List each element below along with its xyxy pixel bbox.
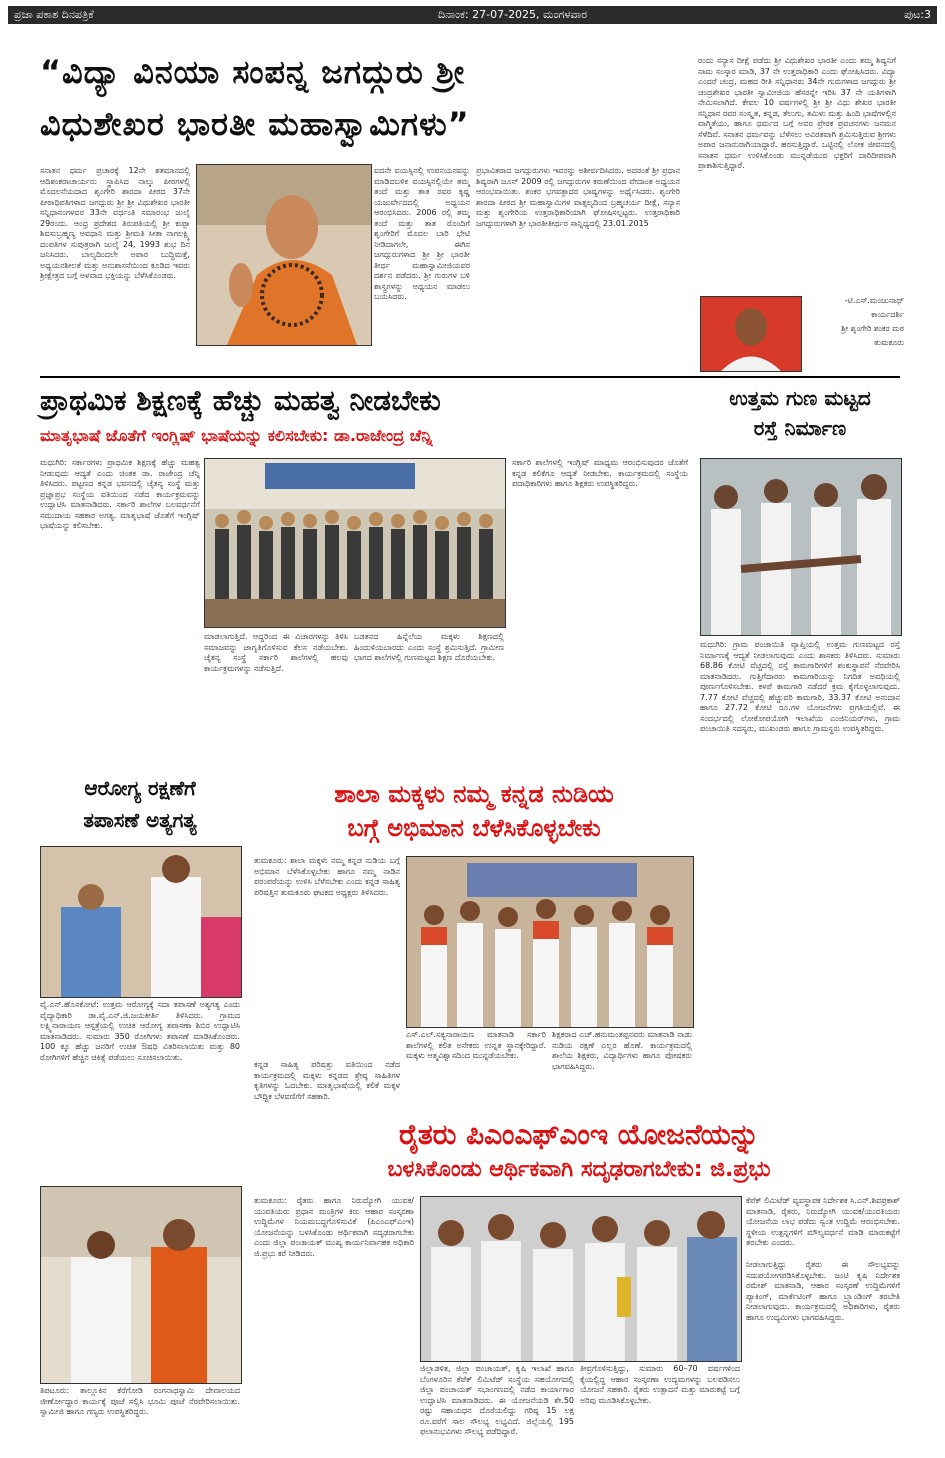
story3-body: ಮಧುಗಿರಿ: ಗ್ರಾಮ ಪಂಚಾಯಿತಿ ವ್ಯಾಪ್ತಿಯಲ್ಲಿ ಉತ್ತಮ ಗುಣಮಟ್ಟದ ರಸ್ತೆ ನಿರ್ಮಾಣಕ್ಕೆ ಆದ್ಯತೆ ನೀಡಲಾಗುವುದು ಎಂದು ಶಾಸಕರು ತಿಳಿಸಿದರು. ಸುಮಾರು 68.86 ಕೋಟಿ ವೆಚ್ಚದಲ್ಲಿ ರಸ್ತೆ ಕಾಮಗಾರಿಗಳಿಗೆ ಶಂಕುಸ್ಥಾಪನೆ ನೆರವೇರಿಸಿ ಮಾತನಾಡಿದರು. ಗುತ್ತಿಗೆದಾರರು ಕಾಮಗಾರಿಯನ್ನು ನಿಗದಿತ ಅವಧಿಯಲ್ಲಿ ಪೂರ್ಣಗೊಳಿಸಬೇಕು. ಕಳಪೆ ಕಾಮಗಾರಿ ನಡೆದರೆ ಕ್ರಮ ಕೈಗೊಳ್ಳಲಾಗುವುದು. 7.77 ಕೋಟಿ ವೆಚ್ಚದಲ್ಲಿ ಹೆಚ್ಚುವರಿ ಕಾಮಗಾರಿ, 33.37 ಕೋಟಿ ಅನುದಾನ ಹಾಗೂ 27.72 ಕೋಟಿ ರೂ.ಗಳ ಯೋಜನೆಗಳು ಪ್ರಗತಿಯಲ್ಲಿವೆ. ಈ ಸಂದರ್ಭದಲ್ಲಿ ಲೋಕೋಪಯೋಗಿ ಇಲಾಖೆಯ ಎಂಜಿನಿಯರ್‌ಗಳು, ಗ್ರಾಮ ಪಂಚಾಯಿತಿ ಸದಸ್ಯರು, ಮುಖಂಡರು ಹಾಗೂ ಗ್ರಾಮಸ್ಥರು ಉಪಸ್ಥಿತರಿದ್ದರು.: [700, 640, 900, 733]
date-line: ದಿನಾಂಕ: 27-07-2025, ಮಂಗಳವಾರ: [438, 8, 588, 21]
story3-headline-line2: ರಸ್ತೆ ನಿರ್ಮಾಣ: [753, 416, 847, 440]
story2-column-3: ಬಡತನದ ಹಿನ್ನೆಲೆಯ ಮಕ್ಕಳು ಶಿಕ್ಷಣದಲ್ಲಿ ಹಿಂದುಳಿಯಬಾರದು ಎಂದು ಸಂಸ್ಥೆ ಶ್ರಮಿಸುತ್ತಿದೆ. ಗ್ರಾಮೀಣ ಭಾಗದ ಶಾಲೆಗಳಲ್ಲಿ ಗುಣಮಟ್ಟದ ಶಿಕ್ಷಣ ದೊರೆಯಬೇಕು.: [354, 632, 504, 662]
education-event-photo: [204, 458, 506, 628]
story4-headline-line2: ತಪಾಸಣೆ ಅತ್ಯಗತ್ಯ: [83, 808, 197, 832]
author-role: ಕಾರ್ಯದರ್ಶಿ: [871, 310, 904, 319]
story2-column-1: ಮಧುಗಿರಿ: ಸರ್ಕಾರಗಳು ಪ್ರಾಥಮಿಕ ಶಿಕ್ಷಣಕ್ಕೆ ಹೆಚ್ಚು ಮಹತ್ವ ನೀಡುವುದು ಆದ್ಯತೆ ಎಂದು ಚಿಂತಕ ಡಾ. ರಾಜೇಂದ್ರ ಚೆನ್ನಿ ತಿಳಿಸಿದರು. ಪಟ್ಟಣದ ಕನ್ನಡ ಭವನದಲ್ಲಿ ಚೈತನ್ಯ ಸಂಸ್ಥೆ ಮತ್ತು ಪ್ರಜ್ಞಾಪ್ರಭ ಸಂಸ್ಥೆಯ ವತಿಯಿಂದ ನಡೆದ ಕಾರ್ಯಕ್ರಮವನ್ನು ಉದ್ಘಾಟಿಸಿ ಮಾತನಾಡಿದರು. ಸರ್ಕಾರಿ ಶಾಲೆಗಳ ಬಲವರ್ಧನೆಗೆ ಸಮುದಾಯ ಸಹಕಾರ ಅಗತ್ಯ. ಮಾತೃಭಾಷೆ ಜೊತೆಗೆ ಇಂಗ್ಲಿಷ್ ಭಾಷೆಯನ್ನು ಕಲಿಸಬೇಕು.: [40, 458, 200, 530]
story6-headline-line2: ಬಳಸಿಕೊಂಡು ಆರ್ಥಿಕವಾಗಿ ಸದೃಢರಾಗಬೇಕು: ಜಿ.ಪ್ರಭು: [387, 1157, 771, 1182]
masthead-bar: [8, 6, 937, 24]
story4-body: ವೈ.ಎನ್.ಹೊಸಕೋಟೆ: ಉತ್ತಮ ಆರೋಗ್ಯಕ್ಕೆ ಸದಾ ತಪಾಸಣೆ ಅತ್ಯಗತ್ಯ ಎಂದು ವೈದ್ಯಾಧಿಕಾರಿ ಡಾ.ವೈ.ಎನ್.ಜಿ.ಜಯಕೀರ್ತಿ ತಿಳಿಸಿದರು. ಗ್ರಾಮದ ಲಕ್ಷ್ಮಿನಾರಾಯಣ ಆಸ್ಪತ್ರೆಯಲ್ಲಿ ಉಚಿತ ಆರೋಗ್ಯ ತಪಾಸಣಾ ಶಿಬಿರ ಉದ್ಘಾಟಿಸಿ ಮಾತನಾಡಿದರು. ಸುಮಾರು 350 ರೋಗಿಗಳು ತಪಾಸಣೆ ಮಾಡಿಸಿಕೊಂಡರು. 100 ಕ್ಕೂ ಹೆಚ್ಚು ಜನರಿಗೆ ಉಚಿತ ಔಷಧಿ ವಿತರಿಸಲಾಯಿತು ಮತ್ತು 80 ರೋಗಿಗಳಿಗೆ ಹೆಚ್ಚಿನ ಚಿಕಿತ್ಸೆ ಪಡೆಯಲು ಸೂಚಿಸಲಾಯಿತು.: [40, 1000, 240, 1062]
story2-subhead: ಮಾತೃಭಾಷೆ ಜೊತೆಗೆ ಇಂಗ್ಲಿಷ್ ಭಾಷೆಯನ್ನು ಕಲಿಸಬೇಕು: ಡಾ.ರಾಜೇಂದ್ರ ಚೆನ್ನಿ: [40, 426, 433, 445]
author-org: ಶ್ರೀ ಶೃಂಗೇರಿ ಶಂಕರ ಮಠ: [841, 324, 904, 333]
story1-headline-line2: ವಿಧುಶೇಖರ ಭಾರತೀ ಮಹಾಸ್ವಾಮಿಗಳು”: [40, 105, 470, 143]
story1-column-2: ಐದನೇ ವಯಸ್ಸಿನಲ್ಲಿ ಉಪನಯನವನ್ನು ಮಾಡಿದಬಳಿಕ ವಯಸ್ಸಿನಲ್ಲಿಯೇ ತಮ್ಮ ತಂದೆ ಮತ್ತು ತಾತ ರವರ ಕೃಷ್ಣ ಯಜುರ್ವೇದದಲ್ಲಿ ಅಧ್ಯಯನ ಆರಂಭಿಸಿದರು. 2006 ರಲ್ಲಿ ತಮ್ಮ ತಂದೆ ಮತ್ತು ತಾತ ರೊಂದಿಗೆ ಶೃಂಗೇರಿಗೆ ಮೊದಲ ಬಾರಿ ಭೇಟಿ ನೀಡಿದಾಗಲೇ, ಈಗಿನ ಜಗದ್ಗುರುಗಳಾದ ಶ್ರೀ ಶ್ರೀ ಭಾರತೀ ತೀರ್ಥ ಮಹಾಸ್ವಾಮೀಜಿಯವರ ದರ್ಶನ ಪಡೆದರು. ಶ್ರೀ ಗುರುಗಳ ಬಳಿ ಶಾಸ್ತ್ರಗಳನ್ನು ಅಧ್ಯಯನ ಮಾಡಲು ಬಯಸಿದರು.: [374, 166, 470, 301]
story6-column-1: ತುಮಕೂರು: ರೈತರು ಹಾಗೂ ನಿರುದ್ಯೋಗಿ ಯುವಕ/ಯುವತಿಯರು ಪ್ರಧಾನ ಮಂತ್ರಿಗಳ ಕಿರು ಆಹಾರ ಸಂಸ್ಕರಣಾ ಉದ್ದಿಮೆಗಳ ನಿಯಮಬದ್ಧಗೊಳಿಸುವಿಕೆ (ಪಿಎಂಎಫ್‌ಎಂಇ) ಯೋಜನೆಯನ್ನು ಬಳಸಿಕೊಂಡು ಆರ್ಥಿಕವಾಗಿ ಸದೃಢರಾಗಬೇಕು ಎಂದು ಜಿಲ್ಲಾ ಪಂಚಾಯತ್ ಮುಖ್ಯ ಕಾರ್ಯನಿರ್ವಾಹಕ ಅಧಿಕಾರಿ ಜಿ.ಪ್ರಭು ಕರೆ ನೀಡಿದರು.: [254, 1196, 414, 1258]
paper-name: ಪ್ರಜಾ ಪಕಾಶ ದಿನಪತ್ರಿಕೆ: [14, 8, 94, 21]
story5-headline-line2: ಬಗ್ಗೆ ಅಭಿಮಾನ ಬೆಳೆಸಿಕೊಳ್ಳಬೇಕು: [347, 814, 601, 842]
story4-headline-line1: ಆರೋಗ್ಯ ರಕ್ಷಣೆಗೆ: [84, 776, 196, 800]
story6-column-3: ತೀವ್ರಗೊಳಿಸುತ್ತಿದ್ದು, ಸುಮಾರು 60–70 ವರ್ಷಗಳಿಂದ ಕೈಯಲ್ಲಿದ್ದ ಆಹಾರ ಸಂಸ್ಕರಣಾ ಉದ್ಯಮಗಳನ್ನು ಬಲಪಡಿಸಲು ಯೋಜನೆ ಸಹಕಾರಿ. ರೈತರು ಉತ್ಪಾದನೆ ಮತ್ತು ಮಾರುಕಟ್ಟೆ ಬಗ್ಗೆ ಅರಿವು ಮೂಡಿಸಿಕೊಳ್ಳಬೇಕು.: [580, 1364, 740, 1405]
story2-headline: ಪ್ರಾಥಮಿಕ ಶಿಕ್ಷಣಕ್ಕೆ ಹೆಚ್ಚು ಮಹತ್ವ ನೀಡಬೇಕು: [40, 384, 441, 417]
story5-column-4: ಶಿಕ್ಷಕರಾದ ಎಚ್.ಹನುಮಂತಪ್ಪನವರು ಮಾತನಾಡಿ ನಾಡು ನುಡಿಯ ರಕ್ಷಣೆ ಎಲ್ಲರ ಹೊಣೆ. ಕಾರ್ಯಕ್ರಮದಲ್ಲಿ ಶಾಲೆಯ ಶಿಕ್ಷಕರು, ವಿದ್ಯಾರ್ಥಿಗಳು ಹಾಗೂ ಪೋಷಕರು ಭಾಗವಹಿಸಿದ್ದರು.: [552, 1030, 692, 1071]
story6-column-5: ನೀಡಲಾಗುತ್ತಿದ್ದು ರೈತರು ಈ ಸೌಲಭ್ಯವನ್ನು ಸದುಪಯೋಗಪಡಿಸಿಕೊಳ್ಳಬೇಕು. ಜಂಟಿ ಕೃಷಿ ನಿರ್ದೇಶಕ ರಮೇಶ್ ಮಾತನಾಡಿ, ಆಹಾರ ಸಂಸ್ಕರಣೆ ಉದ್ದಿಮೆಗಳಿಗೆ ಪ್ಯಾಕಿಂಗ್, ಮಾರ್ಕೆಟಿಂಗ್ ಹಾಗೂ ಬ್ರ್ಯಾಂಡಿಂಗ್ ತರಬೇತಿ ನೀಡಲಾಗುವುದು. ಕಾರ್ಯಕ್ರಮದಲ್ಲಿ ಅಧಿಕಾರಿಗಳು, ರೈತರು ಹಾಗೂ ಉದ್ಯಮಿಗಳು ಭಾಗವಹಿಸಿದ್ದರು.: [746, 1260, 900, 1322]
story5-column-1: ತುಮಕೂರು: ಶಾಲಾ ಮಕ್ಕಳು ನಮ್ಮ ಕನ್ನಡ ನುಡಿಯ ಬಗ್ಗೆ ಅಭಿಮಾನ ಬೆಳೆಸಿಕೊಳ್ಳಬೇಕು ಹಾಗೂ ನಮ್ಮ ನಾಡಿನ ಪರಂಪರೆಯನ್ನು ಉಳಿಸಿ ಬೆಳೆಸಬೇಕು ಎಂದು ಕನ್ನಡ ಸಾಹಿತ್ಯ ಪರಿಷತ್ತಿನ ತುಮಕೂರು ಘಟಕದ ಅಧ್ಯಕ್ಷರು ತಿಳಿಸಿದರು.: [254, 856, 400, 897]
divider-1: [40, 376, 900, 378]
story1-headline-line1: “ವಿದ್ಯಾ ವಿನಯಾ ಸಂಪನ್ನ ಜಗದ್ಗುರು ಶ್ರೀ: [40, 53, 466, 91]
swami-photo-illustration: [197, 165, 371, 345]
story6-headline-line1: ರೈತರು ಪಿಎಂಎಫ್‌ಎಂಇ ಯೋಜನೆಯನ್ನು: [398, 1118, 760, 1151]
temple-bhoomi-puja-photo: [40, 1186, 242, 1384]
story1-column-4: ರಂದು ಸನ್ಯಾಸ ದೀಕ್ಷೆ ಪಡೆದು ಶ್ರೀ ವಿಧುಶೇಖರ ಭಾರತೀ ಎಂದು ತಮ್ಮ ಶಿಷ್ಯನಿಗೆ ನಾಮ ಸಂಸ್ಕಾರ ಮಾಡಿ, 37 ನೇ ಉತ್ತರಾಧಿಕಾರಿ ಎಂದು ಘೋಷಿಸಿದರು. ವಿದ್ಯಾ ಎಂದರೆ ಚಂದ್ರ, ಮಹದ ರೀತಿ ಸನ್ನಿಧಾನರು 34ನೇ ಗುರುಗಳಾದ ಜಗದ್ಗುರು ಶ್ರೀ ಚಂದ್ರಶೇಖರ ಭಾರತೀ ಸ್ವಾಮೀಜಿಯ ಹೆಸರನ್ನೇ ಇರಿಸಿ 37 ನೇ ಯತಿಗಳಾಗಿ ನೇಮಿಸಲಾಗಿದೆ. ಕೇವಲ 10 ವರ್ಷಗಳಲ್ಲಿ ಶ್ರೀ ಶ್ರೀ ವಿಧು ಶೇಖರ ಭಾರತೀ ಸನ್ನಿಧಾನ ರವರ ಸಂಸ್ಕೃತ, ಕನ್ನಡ, ತೆಲುಗು, ತಮಿಳು ಮತ್ತು ಹಿಂದಿ ಭಾಷೆಗಳಲ್ಲಿನ ವಾಗ್ಮಿತೆಯು, ಹಾಗೂ ಧರ್ಮದ ಬಗ್ಗೆ ಅವರ ಪ್ರೇರಕ ಪ್ರವಚನಗಳು ಜನಮನ ಸೆಳೆದಿವೆ. ಸನಾತನ ಧರ್ಮವನ್ನು ಬೆಳೆಸಲು ಅವಿರತವಾಗಿ ಶ್ರಮಿಸುತ್ತಿರುವ ಶ್ರೀಗಳು ಅಪಾರ ಜನಾನುರಾಗಿಯಾದ್ದಾರೆ. ಹರಸುತ್ತಿದ್ದಾರೆ. ಒಟ್ಟಿನಲ್ಲಿ ಲೋಕ ಜೀವನದಲ್ಲಿ ಸನಾತನ ಧರ್ಮ ಉಳಿಸಿಕೊಂಡು ಮುನ್ನಡೆಯುವ ಭಕ್ತರಿಗೆ ದಾರಿದೀಪವಾಗಿ ಪ್ರಾಕಾಶಿಸುತ್ತಿದ್ದಾರೆ.: [698, 56, 896, 170]
story5-column-2: ಕನ್ನಡ ಸಾಹಿತ್ಯ ಪರಿಷತ್ತು ವತಿಯಿಂದ ನಡೆದ ಕಾರ್ಯಕ್ರಮದಲ್ಲಿ ಮಕ್ಕಳು ಕನ್ನಡದ ಶ್ರೇಷ್ಠ ಸಾಹಿತಿಗಳ ಕೃತಿಗಳನ್ನು ಓದಬೇಕು. ಮಾತೃಭಾಷೆಯಲ್ಲಿ ಕಲಿಕೆ ಮಕ್ಕಳ ಬೌದ್ಧಿಕ ಬೆಳವಣಿಗೆಗೆ ಸಹಕಾರಿ.: [254, 1060, 400, 1101]
story5-headline-line1: ಶಾಲಾ ಮಕ್ಕಳು ನಮ್ಮ ಕನ್ನಡ ನುಡಿಯ: [334, 780, 614, 808]
pmfme-workshop-photo: [420, 1196, 742, 1362]
story7-caption: ತಿಪಟೂರು: ತಾಲ್ಲೂಕಿನ ಕೆರೆಗೋಡಿ ರಂಗನಾಥಸ್ವಾಮಿ ದೇವಾಲಯದ ಜೀರ್ಣೋದ್ಧಾರ ಕಾರ್ಯಕ್ಕೆ ಪೂಜೆ ಸಲ್ಲಿಸಿ ಭೂಮಿ ಪೂಜೆ ನೆರವೇರಿಸಲಾಯಿತು. ಸ್ವಾಮೀಜಿ ಹಾಗೂ ಗಣ್ಯರು ಉಪಸ್ಥಿತರಿದ್ದರು.: [40, 1386, 240, 1416]
story2-column-4: ಸರ್ಕಾರಿ ಶಾಲೆಗಳಲ್ಲಿ ಇಂಗ್ಲಿಷ್ ಮಾಧ್ಯಮ ಆರಂಭಿಸುವುದರ ಜೊತೆಗೆ ಕನ್ನಡ ಕಲಿಕೆಗೂ ಆದ್ಯತೆ ನೀಡಬೇಕು. ಕಾರ್ಯಕ್ರಮದಲ್ಲಿ ಸಂಸ್ಥೆಯ ಪದಾಧಿಕಾರಿಗಳು ಹಾಗೂ ಶಿಕ್ಷಕರು ಉಪಸ್ಥಿತರಿದ್ದರು.: [512, 458, 688, 488]
story6-column-4: ಕೆಪೆಕ್ ಲಿಮಿಟೆಡ್ ವ್ಯವಸ್ಥಾಪಕ ನಿರ್ದೇಶಕ ಸಿ.ಎನ್.ಶಿವಪ್ರಕಾಶ್ ಮಾತನಾಡಿ, ರೈತರು, ನಿರುದ್ಯೋಗಿ ಯುವಕ/ಯುವತಿಯರು ಯೋಜನೆಯ ಲಾಭ ಪಡೆದು ಸ್ವಂತ ಉದ್ದಿಮೆ ಆರಂಭಿಸಬೇಕು. ಸ್ಥಳೀಯ ಉತ್ಪನ್ನಗಳಿಗೆ ಮೌಲ್ಯವರ್ಧನೆ ಮಾಡಿ ಮಾರುಕಟ್ಟೆಗೆ ತರಬೇಕು ಎಂದರು.: [746, 1196, 900, 1247]
health-camp-photo: [40, 846, 242, 998]
author-place: ತುಮಕೂರು: [874, 338, 904, 347]
story6-column-2: ಜಿಲ್ಲಾಡಳಿತ, ಜಿಲ್ಲಾ ಪಂಚಾಯತ್, ಕೃಷಿ ಇಲಾಖೆ ಹಾಗೂ ಬೆಂಗಳೂರಿನ ಕೆಪೆಕ್ ಲಿಮಿಟೆಡ್ ಸಂಸ್ಥೆಯ ಸಹಯೋಗದಲ್ಲಿ ಜಿಲ್ಲಾ ಪಂಚಾಯತ್ ಸಭಾಂಗಣದಲ್ಲಿ ನಡೆದ ಕಾರ್ಯಾಗಾರ ಉದ್ಘಾಟಿಸಿ ಮಾತನಾಡಿದರು. ಈ ಯೋಜನೆಯಡಿ ಶೇ.50 ರಷ್ಟು ಸಹಾಯಧನ ದೊರೆಯಲಿದ್ದು ಗರಿಷ್ಠ 15 ಲಕ್ಷ ರೂ.ವರೆಗೆ ಸಾಲ ಸೌಲಭ್ಯ ಲಭ್ಯವಿದೆ. ಜಿಲ್ಲೆಯಲ್ಲಿ 195 ಫಲಾನುಭವಿಗಳು ಸೌಲಭ್ಯ ಪಡೆದಿದ್ದಾರೆ.: [420, 1364, 574, 1436]
swami-photo: [196, 164, 372, 346]
education-event-illustration: [205, 459, 505, 627]
kannada-event-photo: [406, 856, 694, 1028]
road-inauguration-illustration: [701, 459, 901, 635]
story5-column-3: ಎಸ್.ಎಲ್.ಸತ್ಯನಾರಾಯಣ ಮಾತನಾಡಿ ಸರ್ಕಾರಿ ಶಾಲೆಗಳಲ್ಲಿ ಕಲಿತ ಅನೇಕರು ಉನ್ನತ ಸ್ಥಾನಕ್ಕೇರಿದ್ದಾರೆ. ಮಕ್ಕಳು ಆತ್ಮವಿಶ್ವಾಸದಿಂದ ಮುನ್ನಡೆಯಬೇಕು.: [406, 1030, 546, 1060]
kannada-event-illustration: [407, 857, 693, 1027]
road-inauguration-photo: [700, 458, 902, 636]
page-number: ಪುಟ:3: [904, 8, 931, 21]
author-name: -ಟಿ.ಎಸ್.ಮಂಜುನಾಥ್: [844, 296, 904, 305]
pmfme-workshop-illustration: [421, 1197, 741, 1361]
author-portrait-illustration: [701, 297, 801, 371]
story3-headline-line1: ಉತ್ತಮ ಗುಣ ಮಟ್ಟದ: [729, 386, 871, 410]
author-portrait: [700, 296, 802, 372]
story1-column-3: ಪ್ರಭಾವಿತರಾದ ಜಗದ್ಗುರುಗಳು ಇವರನ್ನು ಅಶೀರ್ವದಿಸಿದರು. ಅದರಂತೆ ಶ್ರೀ ಪ್ರಧಾನ ಶಿಷ್ಯರಾಗಿ ಜೂನ್ 2009 ರಲ್ಲಿ ಜಗದ್ಗುರುಗಳ ಕರುಣೆಯಿಂದ ವೇದಾಂತ ಅಧ್ಯಯನ ಆರಂಭವಾಯಿತು. ಶಂಕರ ಭಗವತ್ಪಾದರ ಭಾಷ್ಯಗಳನ್ನು ಅರ್ಥೈಸಿದರು. ಶೃಂಗೇರಿ ಶಾರದಾ ಪೀಠದ ಶ್ರೀ ಮಹಾಸ್ವಾಮಿಗಳ ವಾತ್ಸಲ್ಯದಿಂದ ಬ್ರಹ್ಮಚರ್ಯ ದೀಕ್ಷೆ, ಸನ್ಯಾಸ ಮತ್ತು ಶೃಂಗೇರಿಯ ಉತ್ತರಾಧಿಕಾರಿಯಾಗಿ ಘೋಷಿಸಲ್ಪಟ್ಟರು. ಉತ್ತರಾಧಿಕಾರಿ ಜಗದ್ಗುರುಗಳಾಗಿ ಶ್ರೀ ಭಾರತೀತೀರ್ಥರ ಸಾನ್ನಿಧ್ಯದಲ್ಲಿ 23.01.2015: [476, 166, 680, 228]
temple-bhoomi-puja-illustration: [41, 1187, 241, 1383]
story2-column-2: ಮಾಡಲಾಗುತ್ತಿದೆ. ಆದ್ದರಿಂದ ಈ ವಿಚಾರಗಳನ್ನು ತಿಳಿಸಿ ಸಮಾಜವನ್ನು ಜಾಗೃತಿಗೊಳಿಸುವ ಕೆಲಸ ನಡೆಯಬೇಕು. ಚೈತನ್ಯ ಸಂಸ್ಥೆ ಸರ್ಕಾರಿ ಶಾಲೆಗಳಲ್ಲಿ ಹಲವು ಕಾರ್ಯಕ್ರಮಗಳನ್ನು ನಡೆಸುತ್ತಿದೆ.: [204, 632, 348, 673]
story1-column-1: ಸನಾತನ ಧರ್ಮ ಪ್ರಚಾರಕ್ಕೆ 12ನೇ ಶತಮಾನದಲ್ಲಿ ಆದಿಶಂಕರಾಚಾರ್ಯರು ಸ್ಥಾಪಿಸಿದ ನಾಲ್ಕು ಪೀಠಗಳಲ್ಲಿ ಮೊದಲನೆಯದಾದ ಶೃಂಗೇರಿ ಶಾರದಾ ಪೀಠದ 37ನೇ ಪೀಠಾಧಿಪತಿಗಳಾದ ಜಗದ್ಗುರು ಶ್ರೀ ಶ್ರೀ ವಿಧುಶೇಖರ ಭಾರತೀ ಸನ್ನಿಧಾನಂಗಳವರ 33ನೇ ವರ್ಧಂತಿ ಸಮಾರಂಭ ಜುಲೈ 29ರಂದು. ಆಂಧ್ರ ಪ್ರದೇಶದ ತಿರುಪತಿಯಲ್ಲಿ ಶ್ರೀ ಕುಪ್ಪಾ ಶಿವಸುಬ್ರಹ್ಮಣ್ಯ ಅವಧಾನಿ ಮತ್ತು ಶ್ರೀಮತಿ ಸೀತಾ ನಾಗಲಕ್ಷ್ಮಿ ದಂಪತಿಗಳ ಸುಪುತ್ರರಾಗಿ ಜುಲೈ 24, 1993 ಶುಭ ದಿನ ಜನಿಸಿದರು. ಬಾಲ್ಯದಿಂದಲೇ ಅಪಾರ ಬುದ್ಧಿಮತ್ತೆ, ಅಧ್ಯಯನಶೀಲತೆ ಮತ್ತು ಅನುಶಾಸನೆಯಿಂದ ಕೂಡಿದ ಇವರು ಶ್ರೀಕ್ಷೇತ್ರದ ಬಗ್ಗೆ ಅಳವಾದ ಭಕ್ತಿಯನ್ನು ಬೆಳೆಸಿಕೊಂಡರು.: [40, 166, 190, 280]
health-camp-illustration: [41, 847, 241, 997]
